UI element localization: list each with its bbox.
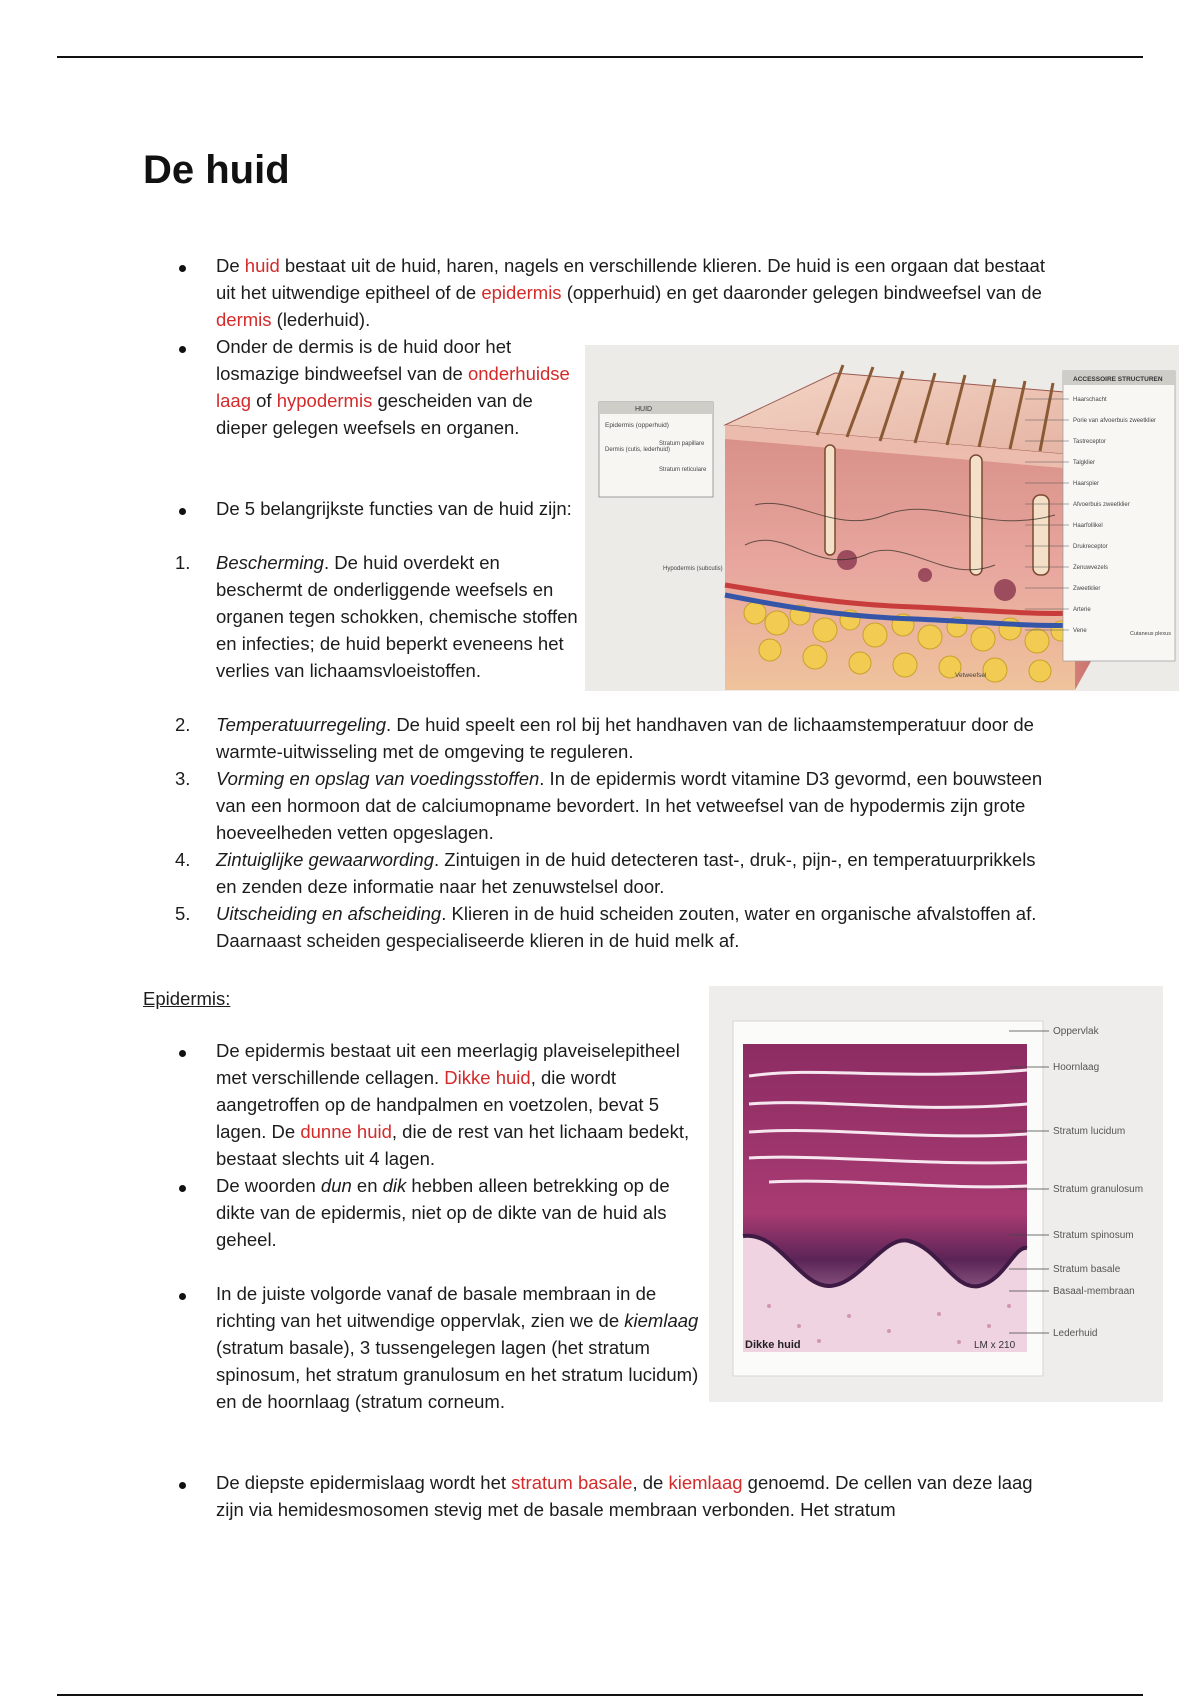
- text-segment: De: [216, 255, 245, 276]
- text-segment: . De huid overdekt en beschermt de onderliggende weefsels en organen tegen schokken, chemische stoffen en infecties; de huid beperkt eveneens het verlies van lichaamsvloeistoffen.: [216, 552, 578, 681]
- item-text: [216, 1172, 700, 1253]
- legend-label: Porie van afvoerbuis zweetklier: [1073, 418, 1157, 424]
- text-segment: , die de rest van het lichaam bedekt, bestaat slechts uit 4 lagen.: [216, 1121, 690, 1169]
- legend-label: Afvoerbuis zweetklier: [1073, 502, 1130, 508]
- layer-label: Basaal-membraan: [1053, 1286, 1135, 1297]
- legend-label: Haarschacht: [1073, 397, 1107, 403]
- legend-label: Arterie: [1073, 607, 1091, 613]
- bullet-dot: [179, 346, 186, 353]
- text-segment: De woorden: [216, 1175, 321, 1196]
- section-heading: Epidermis:: [143, 988, 231, 1009]
- text-segment: In de juiste volgorde vanaf de basale membraan in de richting van het uitwendige oppervlak, zien we de: [216, 1283, 657, 1331]
- layer-table: [599, 402, 713, 497]
- legend-label: Drukreceptor: [1073, 544, 1108, 550]
- italic-term: Vorming en opslag van voedingsstoffen: [216, 768, 540, 789]
- bullet-marker: [175, 1172, 205, 1199]
- item-text: [216, 846, 1055, 900]
- text-segment: De 5 belangrijkste functies van de huid zijn:: [216, 498, 572, 519]
- bullet-marker: [175, 333, 205, 360]
- highlighted-term: Dikke huid: [444, 1067, 531, 1088]
- layer-label: Oppervlak: [1053, 1026, 1099, 1037]
- item-text: [216, 333, 580, 441]
- text-segment: , de: [632, 1472, 669, 1493]
- item-text: [216, 252, 1055, 333]
- table-row-text: Dermis (cutis, lederhuid): [605, 447, 671, 453]
- text-segment: . Zintuigen in de huid detecteren tast-, druk-, pijn-, en temperatuurprikkels en zenden deze informatie naar het zenuwstelsel door.: [216, 849, 1036, 897]
- highlighted-term: dermis: [216, 309, 272, 330]
- layer-label: Stratum lucidum: [1053, 1126, 1126, 1137]
- layer-label: Stratum basale: [1053, 1264, 1121, 1275]
- text-segment: . Klieren in de huid scheiden zouten, water en organische afvalstoffen af. Daarnaast scheiden gespecialiseerde klieren in de huid melk af.: [216, 903, 1037, 951]
- bullet-dot: [179, 508, 186, 515]
- item-text: [216, 765, 1055, 846]
- legend-label: Haarspier: [1073, 481, 1100, 487]
- thick-skin-micrograph-figure: [709, 986, 1163, 1402]
- table-row-text: Stratum papillare: [659, 441, 705, 447]
- legend-label: Zweetklier: [1073, 586, 1101, 592]
- text-segment: Onder de dermis is de huid door het losmazige bindweefsel van de: [216, 336, 512, 384]
- item-text: [216, 1280, 700, 1415]
- text-segment: hebben alleen betrekking op de dikte van de epidermis, niet op de dikte van de huid als geheel.: [216, 1175, 670, 1250]
- layer-label: Hoornlaag: [1053, 1062, 1100, 1073]
- italic-term: kiemlaag: [624, 1310, 699, 1331]
- skin-cross-section-figure: [585, 345, 1179, 691]
- highlighted-term: onderhuidse laag: [216, 363, 570, 411]
- item-text: [216, 900, 1055, 954]
- top-rule: [57, 56, 1143, 58]
- legend-label: Talgklier: [1073, 460, 1096, 466]
- text-segment: (lederhuid).: [271, 309, 371, 330]
- bullet-dot: [179, 1185, 186, 1192]
- number-marker: 4.: [175, 849, 191, 870]
- bullet-dot: [179, 1482, 186, 1489]
- bullet-marker: [175, 1037, 205, 1064]
- text-segment: en: [351, 1175, 383, 1196]
- legend-bracket-label: Cutaneus plexus: [1130, 631, 1171, 637]
- text-segment: De epidermis bestaat uit een meerlagig plaveiselepitheel met verschillende cellagen.: [216, 1040, 680, 1088]
- number-marker: 1.: [175, 552, 191, 573]
- text-segment: (opperhuid) en get daaronder gelegen bindweefsel van de: [561, 282, 1042, 303]
- italic-term: Zintuiglijke gewaarwording: [216, 849, 434, 870]
- item-text: [216, 1037, 700, 1172]
- item-text: [216, 1469, 1055, 1523]
- highlighted-term: kiemlaag: [668, 1472, 743, 1493]
- text-segment: bestaat uit de huid, haren, nagels en verschillende klieren. De huid is een orgaan dat bestaat uit het uitwendige epitheel of de: [216, 255, 1045, 303]
- text-segment: . De huid speelt een rol bij het handhaven van de lichaamstemperatuur door de warmte-uitwisseling met de omgeving te reguleren.: [216, 714, 1034, 762]
- thick-skin-micrograph: [709, 986, 1163, 1402]
- caption-right: LM x 210: [974, 1340, 1016, 1351]
- layer-label: Stratum granulosum: [1053, 1184, 1144, 1195]
- legend-title: ACCESSOIRE STRUCTUREN: [1073, 376, 1163, 383]
- legend-label: Vene: [1073, 628, 1087, 634]
- text-segment: (stratum basale), 3 tussengelegen lagen (het stratum spinosum, het stratum granulosum en het stratum lucidum) en de hoornlaag (stratum corneum.: [216, 1337, 699, 1412]
- text-segment: De diepste epidermislaag wordt het: [216, 1472, 512, 1493]
- italic-term: Uitscheiding en afscheiding: [216, 903, 442, 924]
- number-marker: 3.: [175, 768, 191, 789]
- highlighted-term: dunne huid: [300, 1121, 392, 1142]
- bullet-marker: [175, 1280, 205, 1307]
- bullet-marker: [175, 252, 205, 279]
- caption-left: Dikke huid: [745, 1339, 801, 1351]
- highlighted-term: stratum basale: [511, 1472, 633, 1493]
- legend-label: Zenuwvezels: [1073, 565, 1109, 571]
- number-marker: 5.: [175, 903, 191, 924]
- text-segment: of: [250, 390, 277, 411]
- text-segment: gescheiden van de dieper gelegen weefsels en organen.: [216, 390, 533, 438]
- bullet-marker: [175, 1469, 205, 1496]
- table-title-text: HUID: [635, 406, 653, 413]
- bottom-rule: [57, 1694, 1143, 1696]
- text-segment: genoemd. De cellen van deze laag zijn via hemidesmosomen stevig met de basale membraan verbonden. Het stratum: [216, 1472, 1033, 1520]
- bullet-dot: [179, 1050, 186, 1057]
- fat-label: Vetweefsel: [955, 672, 987, 679]
- table-row-text: Stratum reticulare: [659, 467, 707, 473]
- text-segment: , die wordt aangetroffen op de handpalmen en voetzolen, bevat 5 lagen. De: [216, 1067, 659, 1142]
- layer-label: Stratum spinosum: [1053, 1230, 1134, 1241]
- italic-term: dik: [382, 1175, 407, 1196]
- legend-label: Tastreceptor: [1073, 439, 1107, 445]
- text-segment: . In de epidermis wordt vitamine D3 gevormd, een bouwsteen van een hormoon dat de calciumopname bevordert. In het vetweefsel van de hypodermis zijn grote hoeveelheden vetten opgeslagen.: [216, 768, 1043, 843]
- italic-term: Temperatuurregeling: [216, 714, 387, 735]
- highlighted-term: hypodermis: [276, 390, 373, 411]
- layer-label: Lederhuid: [1053, 1328, 1098, 1339]
- item-text: [216, 495, 580, 522]
- item-text: [216, 549, 580, 684]
- bullet-marker: [175, 495, 205, 522]
- skin-cross-section-illustration: [585, 345, 1179, 691]
- highlighted-term: huid: [244, 255, 280, 276]
- highlighted-term: epidermis: [481, 282, 562, 303]
- table-row-text: Epidermis (opperhuid): [605, 422, 669, 429]
- page-title: De huid: [143, 148, 290, 192]
- item-text: [216, 711, 1055, 765]
- bullet-dot: [179, 1293, 186, 1300]
- italic-term: Bescherming: [216, 552, 324, 573]
- bullet-dot: [179, 265, 186, 272]
- legend-label: Haarfollikel: [1073, 523, 1103, 529]
- number-marker: 2.: [175, 714, 191, 735]
- italic-term: dun: [320, 1175, 352, 1196]
- hypodermis-label: Hypodermis (subcutis): [663, 566, 723, 572]
